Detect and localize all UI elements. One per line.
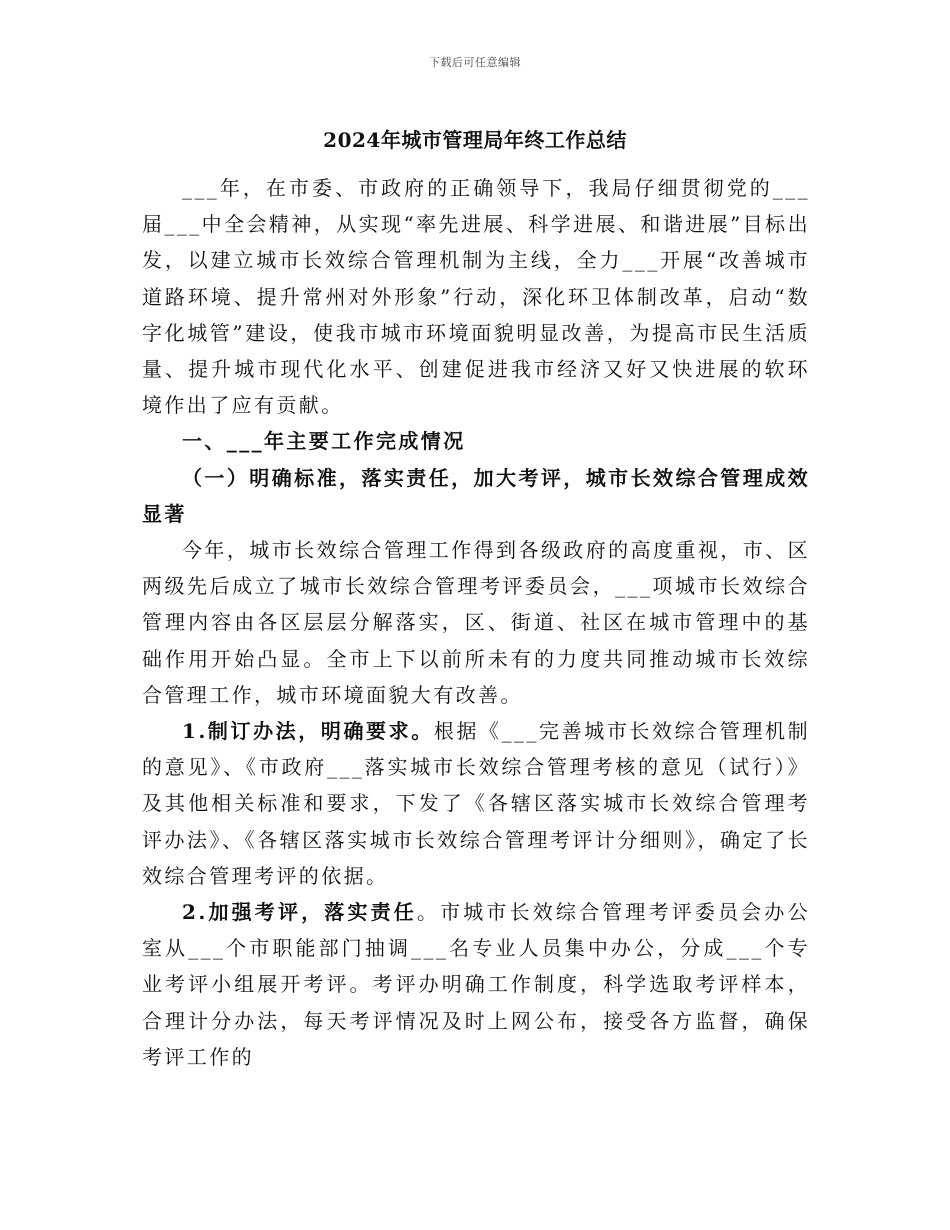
item-2-lead: 2.加强考评，落实责任 [182,900,417,925]
document-body [142,170,810,1075]
header-note: 下载后可任意编辑 [429,56,521,69]
section-heading: 一、___年主要工作完成情况 [182,429,466,454]
subsection-heading: （一）明确标准，落实责任，加大考评，城市长效综合管理成效显著 [142,465,810,526]
item-2-body: 。市城市长效综合管理考评委员会办公室从___个市职能部门抽调___名专业人员集中办公，分成___个专业考评小组展开考评。考评办明确工作制度，科学选取考评样本，合理计分办法，每天考评情况及时上网公布，接受各方监督，确保考评工作的 [142,900,810,1069]
document-title: 2024年城市管理局年终工作总结 [323,128,627,152]
intro-paragraph: ___年，在市委、市政府的正确领导下，我局仔细贯彻党的___届___中全会精神，从实现“率先进展、科学进展、和谐进展”目标出发，以建立城市长效综合管理机制为主线，全力___开展“改善城市道路环境、提升常州对外形象”行动，深化环卫体制改革，启动“数字化城管”建设，使我市城市环境面貌明显改善，为提高市民生活质量、提升城市现代化水平、创建促进我市经济又好又快进展的软环境作出了应有贡献。 [142,176,810,418]
subsection-paragraph: 今年，城市长效综合管理工作得到各级政府的高度重视，市、区两级先后成立了城市长效综合管理考评委员会，___项城市长效综合管理内容由各区层层分解落实，区、街道、社区在城市管理中的基础作用开始凸显。全市上下以前所未有的力度共同推动城市长效综合管理工作，城市环境面貌大有改善。 [142,538,810,707]
item-1-paragraph [142,713,810,894]
item-1-body: 根据《___完善城市长效综合管理机制的意见》、《市政府___落实城市长效综合管理考核的意见（试行）》及其他相关标准和要求，下发了《各辖区落实城市长效综合管理考评办法》、《各辖区落实城市长效综合管理考评计分细则》，确定了长效综合管理考评的依据。 [142,719,810,888]
item-1-lead: 1.制订办法，明确要求。 [182,719,434,744]
item-2-paragraph [142,894,810,1075]
